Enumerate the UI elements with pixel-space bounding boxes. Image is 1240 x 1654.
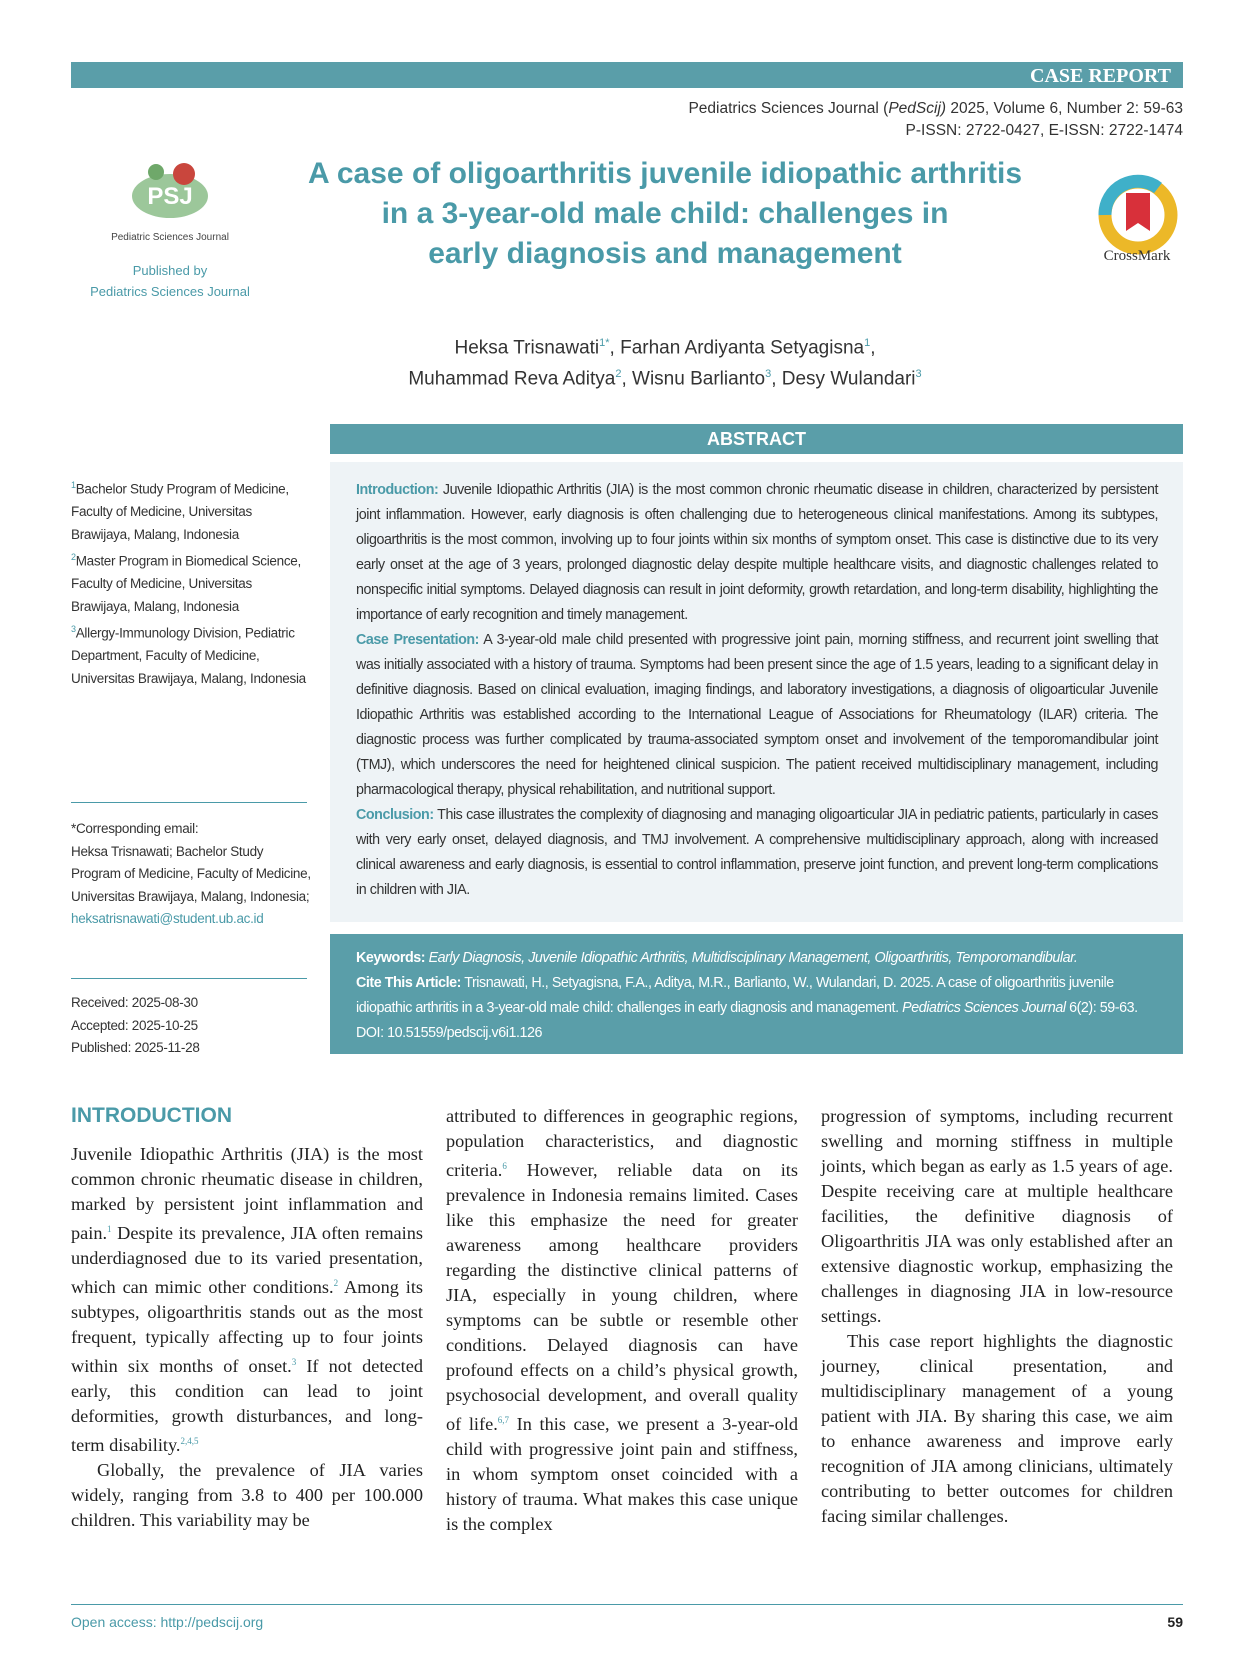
paragraph-3: This case report highlights the diagnostic journey, clinical presentation, and multidisciplinary management of a young patient with JIA. By sharing this case, we aim to enhance awareness and improve early recognition of JIA among clinicians, ultimately contributing to better outcomes for children facing similar challenges. (821, 1331, 1173, 1526)
received-date: Received: 2025-08-30 (71, 995, 198, 1010)
correspondence (71, 818, 311, 931)
abstract-body (330, 462, 1183, 922)
title-line: in a 3-year-old male child: challenges in (381, 197, 949, 230)
page-number: 59 (1167, 1614, 1183, 1630)
issn: P-ISSN: 2722-0427, E-ISSN: 2722-1474 (905, 122, 1183, 139)
abstract-case-label: Case Presentation: (356, 632, 479, 648)
abstract-case-text: A 3-year-old male child presented with progressive joint pain, morning stiffness, and recurrent joint swelling that was initially associated with a history of trauma. Symptoms had been present since the age of 1.5 years, leading to a significant delay in definitive diagnosis. Based on clinical evaluation, imaging findings, and laboratory investigations, a diagnosis of oligoarticular Juvenile Idiopathic Arthritis was established according to the International League of Associations for Rheumatology (ILAR) criteria. The diagnostic process was further complicated by trauma-associated symptom onset and involvement of the temporomandibular joint (TMJ), which underscores the need for heightened clinical suspicion. The patient received multidisciplinary management, including pharmacological therapy, physical rehabilitation, and nutritional support. (356, 632, 1158, 798)
publisher-name: Pediatrics Sciences Journal (90, 284, 250, 299)
divider (71, 802, 307, 803)
published-date: Published: 2025-11-28 (71, 1040, 200, 1055)
affiliation: Bachelor Study Program of Medicine, Faculty of Medicine, Universitas Brawijaya, Malang, Indonesia (71, 481, 289, 542)
publisher-info (90, 260, 250, 302)
cite-label: Cite This Article: (356, 975, 461, 991)
abstract-intro-label: Introduction: (356, 482, 439, 498)
introduction-heading: INTRODUCTION (71, 1104, 232, 1127)
author-affiliation-sup: 1 (864, 337, 871, 349)
abstract-conclusion-label: Conclusion: (356, 807, 434, 823)
citation-ref[interactable]: 2 (333, 1278, 339, 1289)
citation-ref[interactable]: 6,7 (497, 1415, 510, 1426)
author: Heksa Trisnawati (454, 337, 600, 359)
psj-logo-text: PSJ (147, 183, 193, 210)
citation-ref[interactable]: 2,4,5 (180, 1436, 199, 1447)
cite-journal: Pediatrics Sciences Journal (902, 1000, 1066, 1016)
abstract-conclusion-text: This case illustrates the complexity of diagnosing and managing oligoarticular JIA in pediatric patients, particularly in cases with very early onset, delayed diagnosis, and TMJ involvement. A comprehensive multidisciplinary approach, along with increased clinical awareness and early diagnosis, is essential to control inflammation, preserve joint function, and prevent long-term complications in children with JIA. (356, 807, 1158, 898)
section-label-bar (71, 62, 1183, 88)
text-column-2: attributed to differences in geographic regions, population characteristics, and diagnostic criteria.$^6$ However, reliable data on its prevalence in Indonesia remains limited. Cases like this emphasize the need for greater awareness among healthcare providers regarding the distinctive clinical patterns of JIA, especially in young children, where symptoms can be subtle or resemble other conditions. Delayed diagnosis can have profound effects on a child’s physical growth, psychosocial development, and overall quality of life.$^{6,7}$ In this case, we present a 3-year-old child with progressive joint pain and stiffness, in whom symptom onset coincided with a history of trauma. What makes this case unique is the complex (446, 1106, 798, 1535)
correspondence-email-link[interactable]: heksatrisnawati@student.ub.ac.id (71, 911, 264, 926)
affiliation: Master Program in Biomedical Science, Faculty of Medicine, Universitas Brawijaya, Malang, Indonesia (71, 553, 301, 614)
citation-ref[interactable]: 3 (291, 1357, 297, 1368)
keywords-box (330, 934, 1183, 1054)
author-affiliation-sup: 3 (915, 368, 922, 381)
logo-caption: Pediatric Sciences Journal (111, 232, 229, 243)
cite-text: Trisnawati, H., Setyagisna, F.A., Aditya, M.R., Barlianto, W., Wulandari, D. 2025. A case of oligoarthritis juvenile idiopathic arthritis in a 3-year-old male child: challenges in early diagnosis and management. (356, 975, 1114, 1016)
citation-ref[interactable]: 6 (502, 1161, 507, 1171)
footer-divider (71, 1604, 1183, 1605)
author-affiliation-sup: 2 (615, 368, 622, 381)
correspondence-label: *Corresponding email: (71, 821, 199, 836)
divider (71, 978, 307, 979)
author: Muhammad Reva Aditya (408, 368, 616, 390)
journal-abbrev: PedScij) (888, 100, 947, 117)
author: Desy Wulandari (781, 368, 916, 390)
paragraph-2-start: Globally, the prevalence of JIA varies widely, ranging from 3.8 to 400 per 100.000 children. This variability may be (71, 1460, 423, 1531)
crossmark-label[interactable]: CrossMark (1103, 248, 1171, 264)
psj-logo-icon (128, 160, 212, 224)
text-column-1: Juvenile Idiopathic Arthritis (JIA) is the most common chronic rheumatic disease in children, marked by persistent joint inflammation and pain.$^1$ Despite its prevalence, JIA often remains underdiagnosed due to its varied presentation, which can mimic other conditions.$^2$ Among its subtypes, oligoarthritis stands out as the most frequent, typically affecting up to four joints within six months of onset.$^3$ If not detected early, this condition can lead to joint deformities, growth disturbances, and long-term disability.$^{2,4,5}$ Globally, the prevalence of JIA varies widely, ranging from 3.8 to 400 per 100.000 children. This variability may be (71, 1142, 423, 1533)
published-by-label: Published by (132, 263, 208, 278)
citation-ref[interactable]: 1 (107, 1224, 112, 1234)
title-line: A case of oligoarthritis juvenile idiopathic arthritis (307, 157, 1023, 190)
text-column-3: progression of symptoms, including recurrent swelling and morning stiffness in multiple joints, which began as early as 1.5 years of age. Despite receiving care at multiple healthcare facilities, the definitive diagnosis of Oligoarthritis JIA was only established after an extensive diagnostic workup, emphasizing the challenges in diagnosing JIA in low-resource settings. This case report highlights the diagnostic journey, clinical presentation, and multidisciplinary management of a young patient with JIA. By sharing this case, we aim to enhance awareness and improve early recognition of JIA among clinicians, ultimately contributing to better outcomes for children facing similar challenges. (821, 1104, 1173, 1529)
author: Farhan Ardiyanta Setyagisna (620, 337, 865, 359)
abstract-heading: ABSTRACT (330, 424, 1183, 454)
article-title (280, 154, 1050, 274)
cite-doi: 6(2): 59-63. DOI: 10.51559/pedscij.v6i1.126 (356, 1000, 1138, 1041)
keywords-label: Keywords: (356, 950, 426, 966)
article-dates (71, 992, 311, 1060)
open-access-link[interactable]: Open access: http://pedscij.org (71, 1614, 264, 1630)
section-label: CASE REPORT (1030, 65, 1171, 87)
journal-volume: 2025, Volume 6, Number 2: 59-63 (946, 100, 1183, 117)
journal-name: Pediatrics Sciences Journal ( (688, 100, 889, 117)
affiliation: Allergy-Immunology Division, Pediatric Department, Faculty of Medicine, Universitas Brawijaya, Malang, Indonesia (71, 625, 306, 686)
affiliations: $^1$Bachelor Study Program of Medicine, Faculty of Medicine, Universitas Brawijaya, Malang, Indonesia $^2$Master Program in Biomedical Science, Faculty of Medicine, Universitas Brawijaya, Malang, Indonesia $^3$Allergy-Immunology Division, Pediatric Department, Faculty of Medicine, Universitas Brawijaya, Malang, Indonesia (71, 480, 306, 686)
author-affiliation-sup: 3 (765, 368, 772, 381)
author: Wisnu Barlianto (632, 368, 766, 390)
keywords-text: Early Diagnosis, Juvenile Idiopathic Arthritis, Multidisciplinary Management, Oligoarthritis, Temporomandibular. (425, 950, 1078, 966)
author-affiliation-sup: 1* (599, 337, 610, 349)
accepted-date: Accepted: 2025-10-25 (71, 1017, 198, 1033)
journal-citation (688, 98, 1183, 142)
author-list: Heksa Trisnawati$^{1*}$, Farhan Ardiyanta Setyagisna$^1$, Muhammad Reva Aditya$^2$, Wisnu Barlianto$^3$, Desy Wulandari$^3$ (408, 337, 922, 390)
title-line: early diagnosis and management (428, 237, 902, 270)
abstract-intro-text: Juvenile Idiopathic Arthritis (JIA) is the most common chronic rheumatic disease in children, characterized by persistent joint inflammation. However, early diagnosis is often challenging due to heterogeneous clinical manifestations. Among its subtypes, oligoarthritis is the most common, involving up to four joints within six months of symptom onset. This case is distinctive due to its very early onset at the age of 3 years, prolonged diagnostic delay despite multiple healthcare visits, and diagnostic challenges related to nonspecific initial symptoms. Delayed diagnosis can result in joint deformity, growth retardation, and long-term disability, highlighting the importance of early recognition and timely management. (356, 482, 1158, 623)
correspondence-text: Heksa Trisnawati; Bachelor Study Program of Medicine, Faculty of Medicine, Universitas Brawijaya, Malang, Indonesia; (71, 843, 311, 904)
